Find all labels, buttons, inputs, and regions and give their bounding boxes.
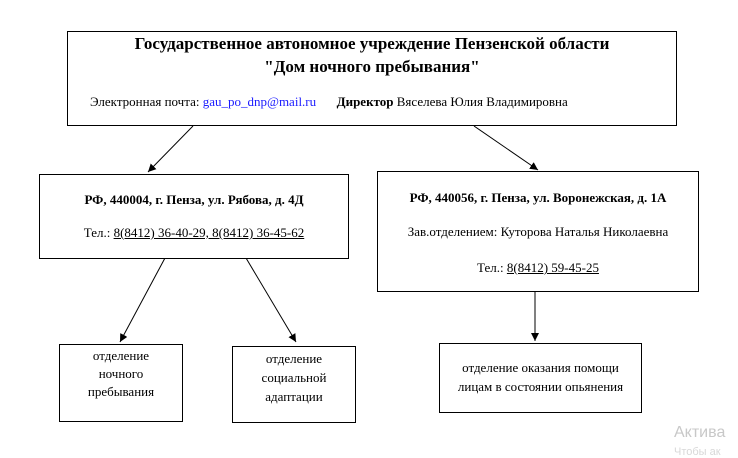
branch2-box (377, 171, 699, 292)
dept-help-box (439, 343, 642, 413)
dept-night-line3: пребывания (87, 384, 155, 399)
org-contact-line (90, 94, 568, 110)
dept-social-line3: адаптации (265, 389, 323, 404)
branch2-head-label: Зав.отделением: (407, 224, 498, 239)
dept-help-line1: отделение оказания помощи (462, 360, 619, 375)
dept-social-line1: отделение (265, 351, 323, 366)
director-label: Директор (336, 94, 394, 109)
arrow-branch1-to-night (120, 258, 165, 342)
org-title-line2: "Дом ночного пребывания" (264, 57, 480, 76)
branch2-phone-label: Тел.: (477, 260, 504, 275)
director-name: Вяселева Юлия Владимировна (396, 94, 568, 109)
dept-help-line2: лицам в состоянии опьянения (457, 379, 624, 394)
email-link[interactable]: gau_po_dnp@mail.ru (202, 94, 317, 109)
dept-night-box (59, 344, 183, 422)
dept-night-line1: отделение (92, 348, 150, 363)
arrow-org-to-branch2 (474, 126, 538, 170)
arrow-branch1-to-social (246, 258, 296, 342)
branch2-head-line (378, 224, 698, 240)
org-box (67, 31, 677, 126)
arrow-org-to-branch1 (148, 126, 193, 172)
dept-social-line2: социальной (261, 370, 327, 385)
branch2-phone-link[interactable]: 8(8412) 59-45-25 (506, 260, 599, 275)
branch1-address: РФ, 440004, г. Пенза, ул. Рябова, д. 4Д (84, 192, 304, 207)
branch1-phone-label: Тел.: (83, 225, 111, 240)
activation-watermark: Актива (674, 424, 726, 441)
activation-watermark-sub: Чтобы ак (674, 446, 721, 458)
branch1-phone-line (40, 225, 348, 241)
branch1-box (39, 174, 349, 259)
dept-night-line2: ночного (98, 366, 144, 381)
email-label: Электронная почта: (90, 94, 200, 109)
dept-social-box (232, 346, 356, 423)
org-title-line1: Государственное автономное учреждение Пензенской области (134, 34, 610, 53)
branch1-phones-link[interactable]: 8(8412) 36-40-29, 8(8412) 36-45-62 (113, 225, 305, 240)
branch2-head-name: Куторова Наталья Николаевна (500, 224, 669, 239)
branch2-phone-line (378, 260, 698, 276)
branch2-address: РФ, 440056, г. Пенза, ул. Воронежская, д. 1А (409, 190, 667, 205)
